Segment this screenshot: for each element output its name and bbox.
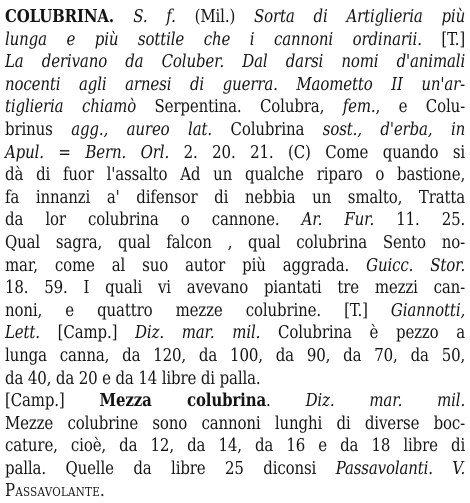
entry-line [5, 255, 465, 278]
entry-line [5, 96, 465, 119]
italic-text: sost., d'erba, in [322, 119, 466, 140]
body-text: fa innanzi a' difensor di nebbia un smalto, Tratta [5, 187, 466, 208]
italic-text: nocenti agli arnesi di guerra. Maometto II un'ar- [5, 74, 466, 95]
italic-text: tiglieria chiamò [5, 97, 137, 118]
entry-line [5, 74, 465, 97]
entry-line [5, 51, 465, 74]
italic-text: Lett. [5, 323, 40, 344]
entry-line [5, 345, 465, 368]
entry-line [5, 187, 465, 210]
entry-line [5, 368, 401, 391]
headword-text: . [108, 7, 134, 27]
italic-text: agg., aureo lat. [71, 119, 213, 140]
italic-text: Passavolanti. V. [335, 458, 466, 479]
body-text: mar, come al suo autor più aggrada. [5, 255, 367, 276]
entry-line [5, 480, 401, 503]
entry-line [5, 164, 465, 187]
entry-line [5, 29, 465, 52]
body-text: Colubrina è pezzo a [260, 323, 466, 344]
italic-text: lunga e più sottile che i cannoni ordinarii. [5, 29, 422, 50]
body-text: dà di fuor l'assalto Ad un qualche riparo o bastione, [5, 165, 466, 186]
entry-line [5, 300, 465, 323]
dictionary-entry-colubrina [5, 6, 465, 503]
entry-line [5, 232, 465, 255]
body-text: brinus [5, 119, 72, 140]
entry-line [5, 413, 465, 436]
italic-text: Apul. [5, 142, 44, 163]
body-text: . [266, 391, 306, 412]
body-text: Mezze colubrine sono cannoni lunghi di diverse boc- [5, 413, 466, 434]
entry-line [5, 6, 465, 29]
entry-line [5, 435, 465, 458]
italic-text: Diz. mar. mil. [135, 323, 261, 344]
body-text: [T.] [421, 29, 466, 50]
entry-line [5, 458, 465, 481]
entry-line [5, 209, 465, 232]
body-text: [Camp.] [5, 391, 100, 412]
body-text: da lor colubrina o cannone. [5, 210, 302, 231]
entry-line [5, 390, 465, 413]
entry-line [5, 142, 465, 165]
body-text: (Mil.) [175, 7, 255, 27]
body-text: 11. 25. [374, 210, 466, 231]
italic-text: Bern. Orl. [85, 142, 170, 163]
body-text: cature, cioè, da 12, da 14, da 16 e da 18 libre di [5, 436, 466, 457]
body-text: lunga canna, da 120, da 100, da 90, da 70, da 50, [5, 345, 466, 366]
italic-text: Sorta di Artiglieria più [254, 7, 466, 27]
body-text: da 40, da 20 e da 14 libre di palla. [5, 368, 261, 389]
italic-text: Diz. mar. mil. [305, 391, 466, 412]
body-text: 2. 20. 21. (C) Come quando si [169, 142, 466, 163]
entry-line [5, 119, 465, 142]
body-text: = [43, 142, 86, 163]
italic-text: Guicc. Stor. [366, 255, 466, 276]
body-text: Passavolante [5, 481, 101, 502]
entry-line [5, 322, 465, 345]
italic-text: La derivano da Coluber. Dal darsi nomi d'animali [5, 52, 466, 73]
body-text: . [100, 481, 105, 502]
body-text: [Camp.] [39, 323, 136, 344]
body-text: Colubrina [212, 119, 323, 140]
italic-text: Giannotti, [390, 300, 466, 321]
body-text: Qual sagra, qual falcon , qual colubrina Sento no- [5, 232, 466, 253]
italic-text: Ar. Fur. [301, 210, 375, 231]
italic-text: S. f. [133, 7, 176, 27]
body-text: 18. 59. I quali vi avevano piantati tre mezzi can- [5, 278, 466, 299]
body-text: , e Colu- [375, 97, 466, 118]
headword-text: COLUBRINA [5, 7, 109, 27]
italic-text: fem. [342, 97, 376, 118]
body-text: Serpentina. Colubra, [136, 97, 343, 118]
entry-line [5, 277, 465, 300]
body-text: noni, e quattro mezze colubrine. [T.] [5, 300, 391, 321]
body-text: palla. Quelle da libre 25 diconsi [5, 458, 336, 479]
headword-text: Mezza colubrina [99, 391, 267, 412]
